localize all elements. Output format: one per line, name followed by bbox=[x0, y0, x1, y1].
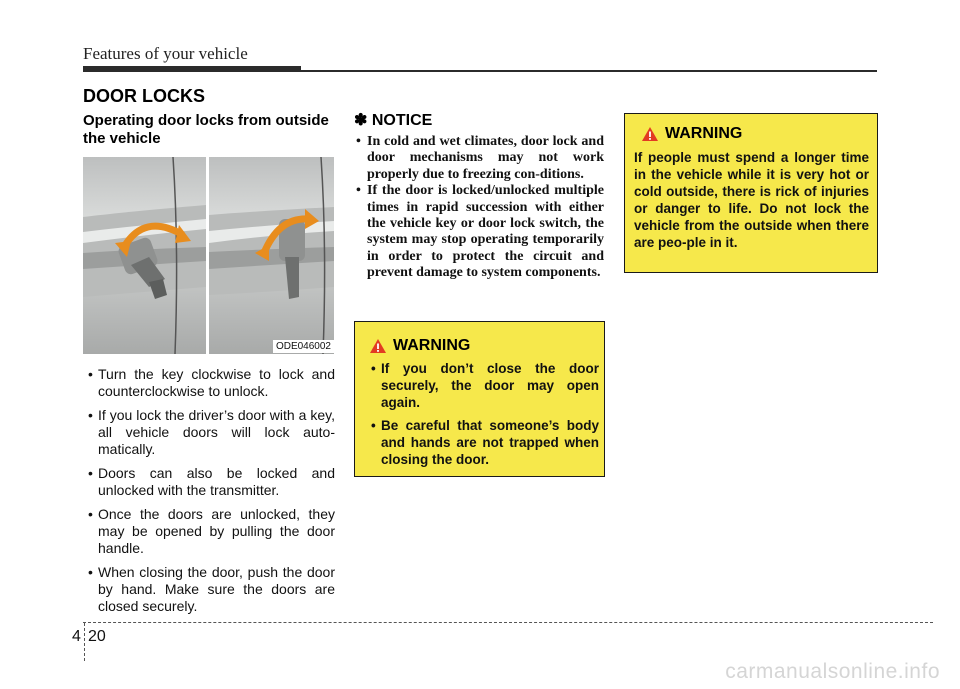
watermark: carmanualsonline.info bbox=[725, 660, 940, 683]
door-lock-figure bbox=[83, 157, 334, 354]
warning-title-text: WARNING bbox=[393, 337, 471, 354]
warning-text: If people must spend a longer time in the vehicle while it is very hot or cold outside, there is rick of injuries or danger to life. Do not lock the vehicle from the outside when there are peo-ple in it. bbox=[634, 150, 869, 250]
footer-divider bbox=[84, 623, 85, 661]
warning-box bbox=[624, 113, 878, 273]
warning-title bbox=[641, 125, 742, 143]
section-title: DOOR LOCKS bbox=[83, 86, 206, 106]
notice-symbol-icon: ✽ bbox=[354, 112, 368, 129]
warning-box bbox=[354, 321, 605, 477]
warning-title-text: WARNING bbox=[665, 125, 743, 142]
chapter-number: 4 bbox=[72, 628, 81, 645]
instructions-list bbox=[83, 366, 335, 622]
header-rule bbox=[83, 66, 301, 72]
list-item: • In cold and wet climates, door lock and door mechanisms may not work properly due to freezing con-ditions. bbox=[354, 134, 604, 183]
list-item: • If the door is locked/unlocked multiple times in rapid succession with either the vehicle key or door lock switch, the system may stop operating temporarily in order to protect the circuit and prevent damage to system components. bbox=[354, 183, 604, 281]
header-title: Features of your vehicle bbox=[83, 44, 248, 63]
list-item: • If you lock the driver’s door with a key, all vehicle doors will lock auto-matically. bbox=[83, 407, 335, 458]
warning-title bbox=[369, 337, 470, 355]
figure-panel-lock bbox=[83, 157, 206, 354]
warning-list bbox=[367, 360, 599, 474]
page-number: 20 bbox=[88, 628, 106, 645]
notice-list bbox=[354, 134, 604, 282]
warning-triangle-icon bbox=[369, 338, 387, 354]
header-rule-thin bbox=[301, 70, 877, 72]
notice-title: NOTICE bbox=[371, 112, 433, 129]
notice-heading bbox=[354, 110, 432, 130]
list-item: • Doors can also be locked and unlocked with the transmitter. bbox=[83, 465, 335, 499]
figure-panel-unlock bbox=[209, 157, 334, 354]
list-item: • If you don’t close the door securely, the door may open again. bbox=[367, 360, 599, 411]
list-item: • Be careful that someone’s body and hands are not trapped when closing the door. bbox=[367, 417, 599, 468]
subheading: Operating door locks from outside the vehicle bbox=[83, 112, 329, 147]
list-item: • Once the doors are unlocked, they may be opened by pulling the door handle. bbox=[83, 506, 335, 557]
list-item: • When closing the door, push the door by hand. Make sure the doors are closed securely. bbox=[83, 564, 335, 615]
footer-rule bbox=[83, 622, 933, 623]
list-item: • Turn the key clockwise to lock and counterclockwise to unlock. bbox=[83, 366, 335, 400]
figure-caption: ODE046002 bbox=[273, 340, 334, 353]
warning-triangle-icon bbox=[641, 126, 659, 142]
